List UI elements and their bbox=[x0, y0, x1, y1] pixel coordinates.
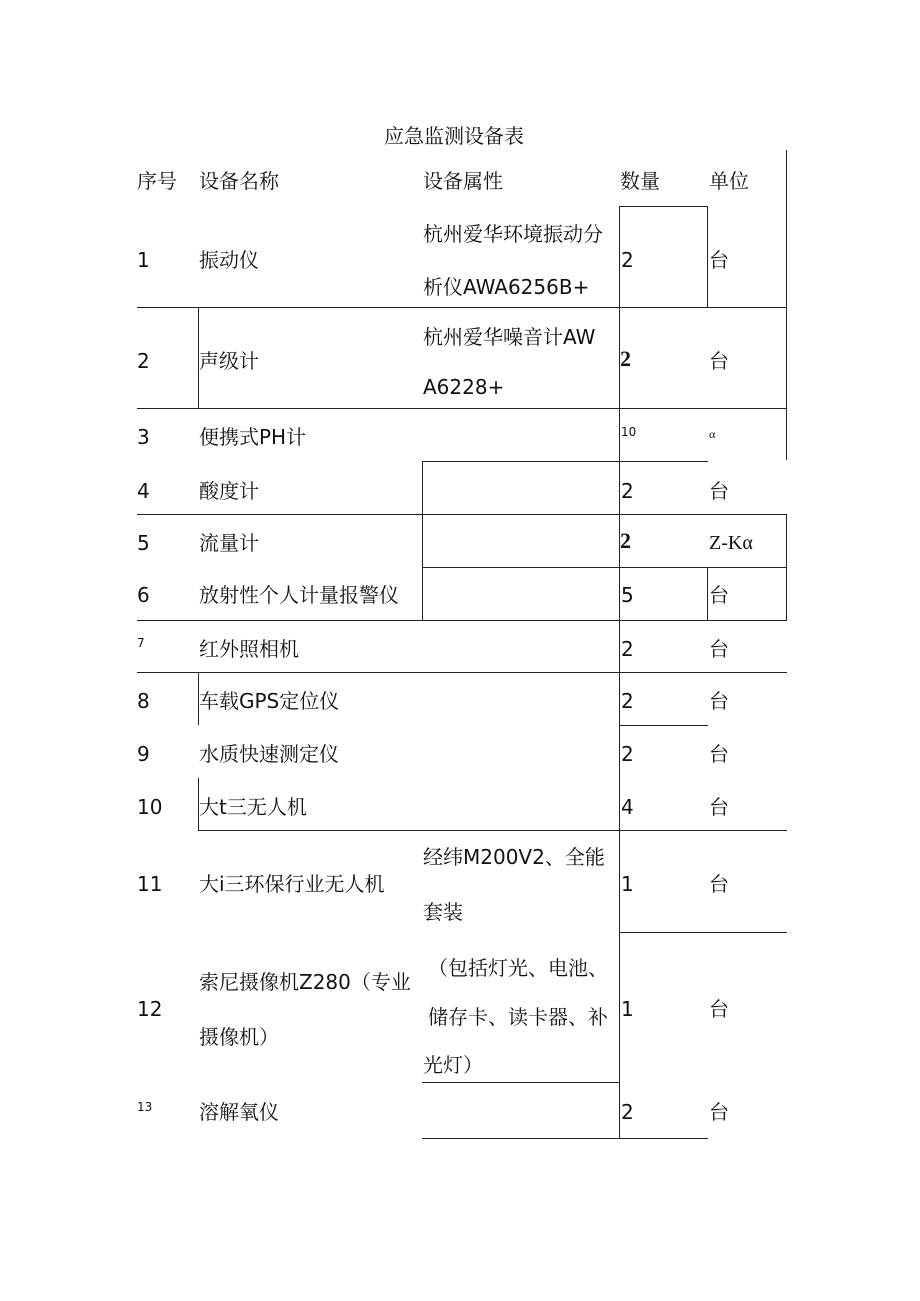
row-no: 7 bbox=[137, 636, 145, 650]
row-no: 1 bbox=[137, 248, 150, 272]
row-attr-line: 杭州爱华噪音计AW bbox=[423, 325, 596, 349]
row-name: 声级计 bbox=[199, 349, 259, 373]
table-rule bbox=[707, 206, 708, 308]
row-attr-line: 套装 bbox=[423, 900, 463, 924]
table-rule bbox=[137, 620, 787, 621]
table-rule bbox=[137, 672, 787, 673]
row-qty: 2 bbox=[620, 346, 631, 371]
row-name: 水质快速测定仪 bbox=[199, 742, 339, 766]
row-attr-line: （包括灯光、电池、 bbox=[428, 956, 608, 980]
row-qty: 2 bbox=[621, 248, 634, 272]
row-no: 13 bbox=[137, 1100, 153, 1114]
table-rule bbox=[707, 567, 708, 620]
row-attr-line: 析仪AWA6256B+ bbox=[423, 275, 590, 299]
row-unit: α bbox=[709, 427, 716, 441]
header-no: 序号 bbox=[137, 169, 177, 193]
row-no: 11 bbox=[137, 872, 163, 896]
row-unit: Z-Kα bbox=[709, 532, 753, 554]
table-rule bbox=[198, 672, 199, 725]
row-no: 2 bbox=[137, 349, 150, 373]
row-name: 大i三环保行业无人机 bbox=[199, 872, 385, 896]
header-qty: 数量 bbox=[620, 169, 660, 193]
table-rule bbox=[422, 1082, 620, 1083]
row-unit: 台 bbox=[709, 872, 729, 896]
table-rule bbox=[422, 567, 787, 568]
table-rule bbox=[422, 461, 423, 620]
page-title: 应急监测设备表 bbox=[384, 124, 524, 148]
row-unit: 台 bbox=[709, 689, 729, 713]
row-unit: 台 bbox=[709, 248, 729, 272]
row-name: 车载GPS定位仪 bbox=[199, 689, 340, 713]
header-name: 设备名称 bbox=[199, 169, 279, 193]
row-qty: 2 bbox=[620, 528, 631, 553]
row-name: 大t三无人机 bbox=[199, 795, 307, 819]
row-qty: 1 bbox=[621, 872, 634, 896]
row-qty: 2 bbox=[621, 479, 634, 503]
row-name: 便携式PH计 bbox=[199, 425, 307, 449]
row-attr-line: 光灯） bbox=[423, 1053, 483, 1077]
row-qty: 4 bbox=[621, 795, 634, 819]
row-qty: 1 bbox=[621, 997, 634, 1021]
row-qty: 2 bbox=[621, 689, 634, 713]
row-qty: 2 bbox=[621, 637, 634, 661]
row-no: 10 bbox=[137, 795, 163, 819]
row-name: 溶解氧仪 bbox=[199, 1100, 279, 1124]
row-no: 5 bbox=[137, 531, 150, 555]
row-unit: 台 bbox=[709, 637, 729, 661]
row-attr-line: 经纬M200V2、全能 bbox=[423, 845, 605, 869]
row-qty: 2 bbox=[621, 1100, 634, 1124]
row-name: 放射性个人计量报警仪 bbox=[199, 583, 399, 607]
table-rule bbox=[198, 778, 199, 830]
row-no: 4 bbox=[137, 479, 150, 503]
header-unit: 单位 bbox=[709, 169, 749, 193]
row-qty: 10 bbox=[621, 425, 637, 439]
row-no: 9 bbox=[137, 742, 150, 766]
table-rule bbox=[137, 514, 787, 515]
row-unit: 台 bbox=[709, 742, 729, 766]
table-rule bbox=[137, 307, 787, 308]
row-unit: 台 bbox=[709, 583, 729, 607]
row-no: 6 bbox=[137, 583, 150, 607]
table-rule bbox=[786, 514, 787, 620]
table-rule bbox=[619, 206, 620, 1138]
row-unit: 台 bbox=[709, 479, 729, 503]
row-no: 8 bbox=[137, 689, 150, 713]
table-rule bbox=[422, 1138, 708, 1139]
table-rule bbox=[620, 725, 708, 726]
table-rule bbox=[620, 206, 708, 207]
row-attr-line: 杭州爱华环境振动分 bbox=[423, 222, 603, 246]
row-qty: 5 bbox=[621, 583, 634, 607]
row-no: 3 bbox=[137, 425, 150, 449]
row-name: 流量计 bbox=[199, 531, 259, 555]
row-attr-line: A6228+ bbox=[423, 375, 505, 399]
table-rule bbox=[786, 150, 787, 460]
row-unit: 台 bbox=[709, 1100, 729, 1124]
header-attr: 设备属性 bbox=[423, 169, 503, 193]
table-rule bbox=[137, 408, 787, 409]
table-rule bbox=[422, 461, 708, 462]
row-unit: 台 bbox=[709, 795, 729, 819]
row-unit: 台 bbox=[709, 349, 729, 373]
table-rule bbox=[198, 307, 199, 408]
row-no: 12 bbox=[137, 997, 163, 1021]
row-name: 红外照相机 bbox=[199, 637, 299, 661]
row-name: 酸度计 bbox=[199, 479, 259, 503]
row-name: 振动仪 bbox=[199, 248, 259, 272]
table-rule bbox=[620, 932, 787, 933]
row-unit: 台 bbox=[709, 997, 729, 1021]
row-name-line: 摄像机） bbox=[199, 1025, 279, 1049]
table-rule bbox=[198, 830, 787, 831]
row-name-line: 索尼摄像机Z280（专业 bbox=[199, 970, 411, 994]
row-attr-line: 储存卡、读卡器、补 bbox=[428, 1005, 608, 1029]
row-qty: 2 bbox=[621, 742, 634, 766]
